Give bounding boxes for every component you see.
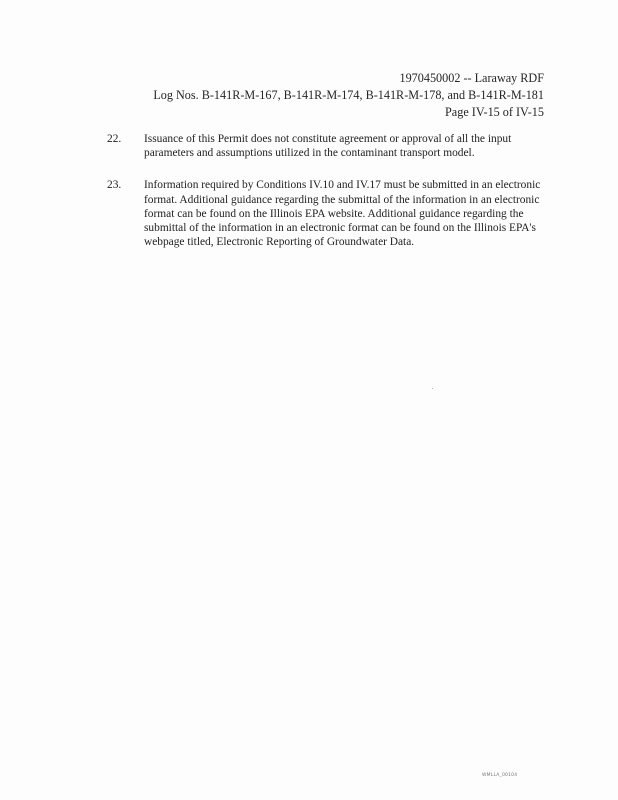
condition-list xyxy=(107,132,547,267)
condition-item-23 xyxy=(107,178,547,249)
condition-number: 23. xyxy=(107,179,122,192)
condition-text: Information required by Conditions IV.10 and IV.17 must be submitted in an electronic format. Additional guidance regarding the submittal of the information in an electronic format can be found on the Illinois EPA website. Additional guidance regarding the submittal of the information in an electronic format can be found on the Illinois EPA's webpage titled, Electronic Reporting of Groundwater Data. xyxy=(144,179,541,249)
header-facility-id: 1970450002 -- Laraway RDF xyxy=(399,71,544,85)
condition-item-22 xyxy=(107,132,547,160)
condition-number: 22. xyxy=(107,133,122,145)
header-log-numbers: Log Nos. B-141R-M-167, B-141R-M-174, B-141R-M-178, and B-141R-M-181 xyxy=(153,88,544,102)
page-header xyxy=(153,70,544,121)
bates-stamp: WMLLA_00104 xyxy=(482,773,518,778)
condition-text: Issuance of this Permit does not constitute agreement or approval of all the input parameters and assumptions utilized in the contaminant transport model. xyxy=(144,133,512,160)
scan-speck xyxy=(432,388,433,389)
header-page-number: Page IV-15 of IV-15 xyxy=(445,105,544,119)
